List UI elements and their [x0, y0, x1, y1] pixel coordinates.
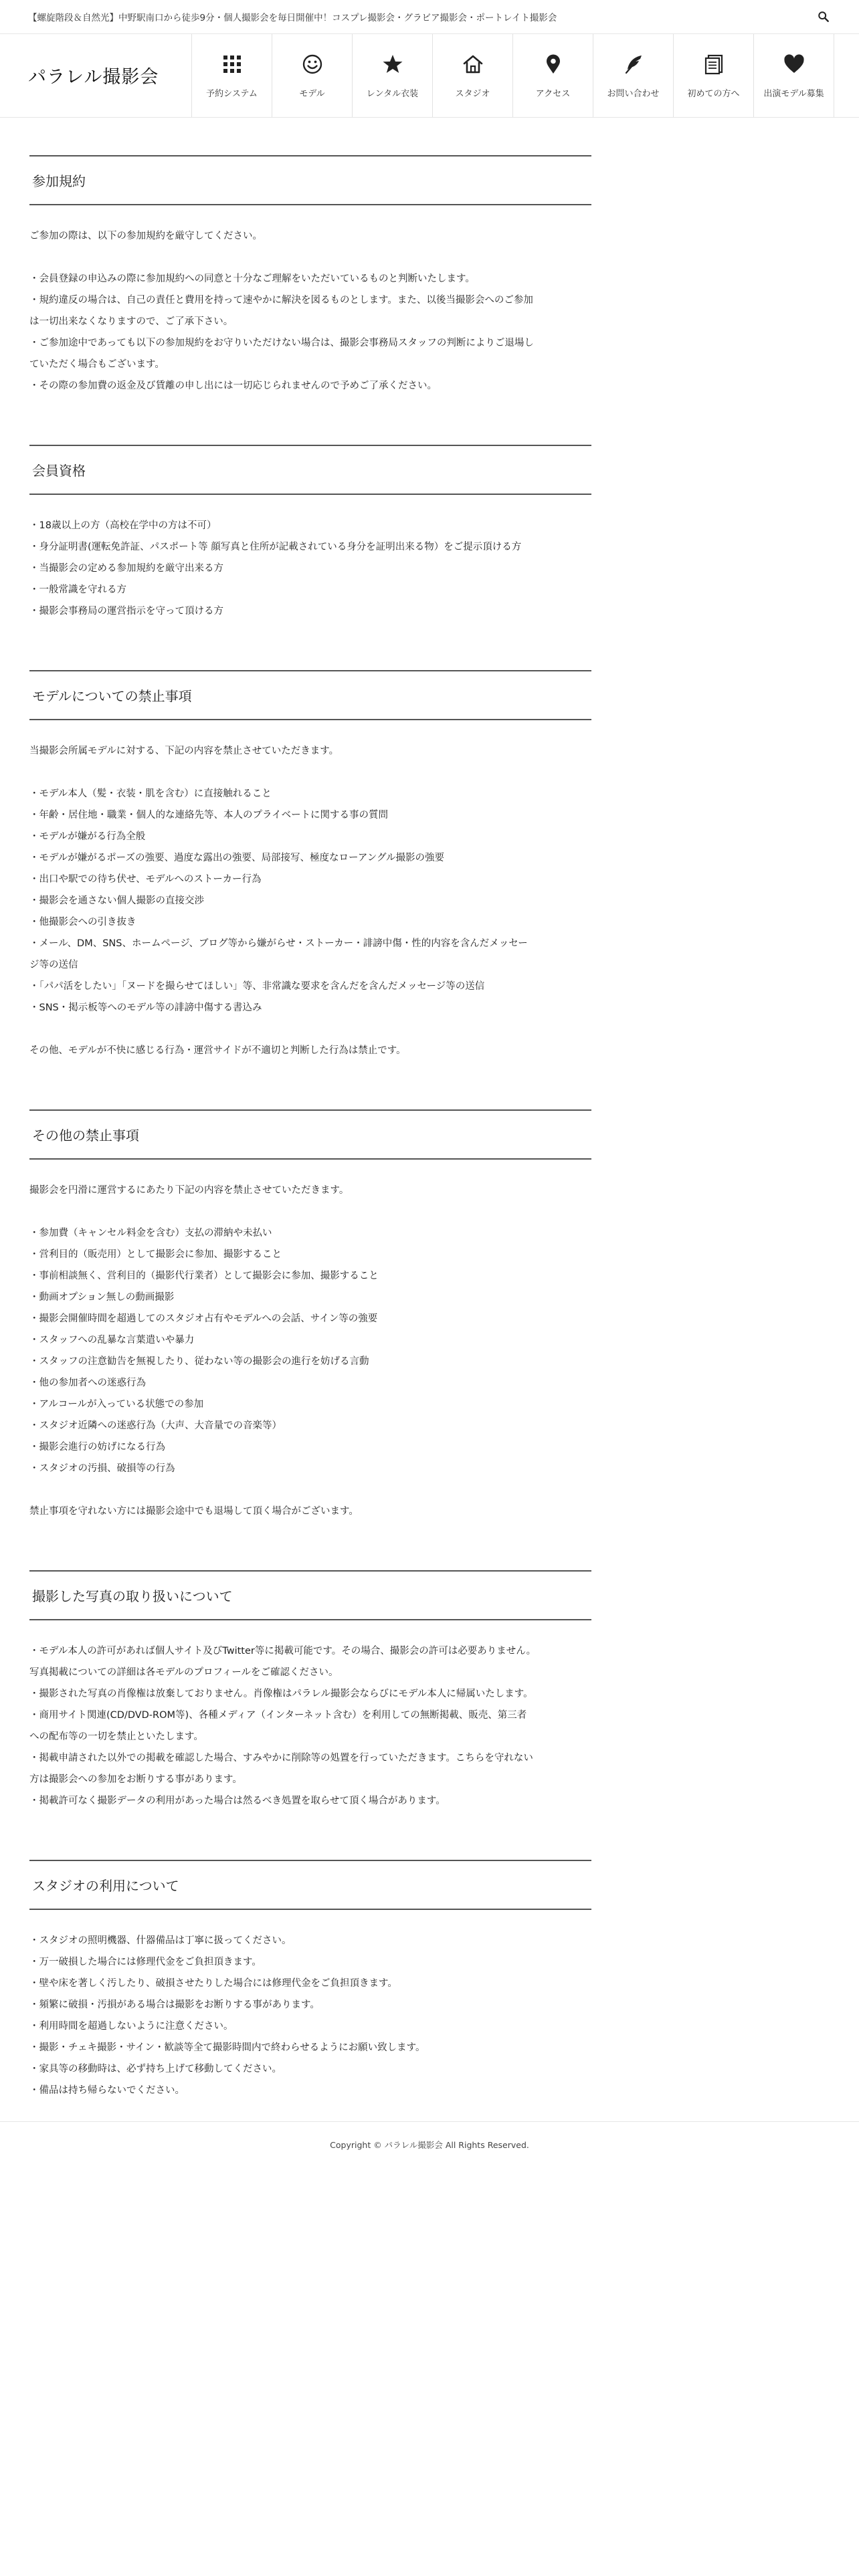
section-header — [29, 1570, 591, 1620]
section-line: ・スタジオ近隣への迷惑行為（大声、大音量での音楽等） — [29, 1420, 282, 1431]
feather-icon — [622, 53, 645, 76]
section-line: ・モデル本人（髪・衣装・肌を含む）に直接触れること — [29, 788, 272, 799]
section-line: ・スタジオの汚損、破損等の行為 — [29, 1463, 175, 1474]
section-body — [29, 1910, 591, 2101]
section-line: ・身分証明書(運転免許証、パスポート等 顔写真と住所が記載されている身分を証明出来る物）をご提示頂ける方 — [29, 542, 522, 552]
section-line: ・備品は持ち帰らないでください。 — [29, 2085, 185, 2096]
blank-line — [29, 1201, 591, 1222]
section-line: ・万一破損した場合には修理代金をご負担頂きます。 — [29, 1957, 262, 1967]
section-line: その他、モデルが不快に感じる行為・運営サイドが不適切と判断した行為は禁止です。 — [29, 1045, 406, 1056]
rules-section — [29, 1109, 591, 1522]
section-line: 写真掲載についての詳細は各モデルのプロフィールをご確認ください。 — [29, 1667, 339, 1678]
site-header — [0, 34, 859, 118]
section-line: ・家具等の移動時は、必ず持ち上げて移動してください。 — [29, 2064, 282, 2074]
section-line: ・「パパ活をしたい」「ヌードを撮らせてほしい」等、非常識な要求を含んだを含んだメッセージ等の送信 — [29, 981, 485, 992]
nav-item-model[interactable] — [272, 34, 352, 117]
copyright: Copyright © パラレル撮影会 All Rights Reserved. — [330, 2140, 529, 2150]
section-line: ・一般常識を守れる方 — [29, 584, 126, 595]
blank-line — [29, 762, 591, 783]
nav-item-reservation[interactable] — [191, 34, 272, 117]
section-line: ・規約違反の場合は、自己の責任と費用を持って速やかに解決を図るものとします。また、以後当撮影会へのご参加 — [29, 295, 533, 306]
section-line: ・事前相談無く、営利目的（撮影代行業者）として撮影会に参加、撮影すること — [29, 1271, 379, 1281]
nav-label: モデル — [299, 89, 325, 99]
section-line: 撮影会を円滑に運営するにあたり下記の内容を禁止させていただきます。 — [29, 1185, 349, 1196]
section-line: ・他撮影会への引き抜き — [29, 917, 136, 928]
site-tagline: 【螺旋階段＆自然光】中野駅南口から徒歩9分・個人撮影会を毎日開催中！コスプレ撮影会・グラビア撮影会・ポートレイト撮影会 — [28, 13, 557, 23]
section-line: ・撮影会開催時間を超過してのスタジオ占有やモデルへの会話、サイン等の強要 — [29, 1313, 378, 1324]
section-line: ・モデルが嫌がるポーズの強要、過度な露出の強要、局部接写、極度なローアングル撮影の強要 — [29, 853, 445, 863]
smiley-icon — [301, 53, 324, 76]
section-line: ・利用時間を超過しないように注意ください。 — [29, 2021, 233, 2032]
document-icon — [702, 53, 725, 76]
section-line: ・撮影・チェキ撮影・サイン・歓談等全て撮影時間内で終わらせるようにお願い致します。 — [29, 2042, 425, 2053]
section-line: ・その際の参加費の返金及び賃離の申し出には一切応じられませんので予めご了承ください。 — [29, 381, 437, 391]
heart-icon — [783, 53, 805, 76]
blank-line — [29, 1479, 591, 1501]
nav-item-model-recruit[interactable] — [753, 34, 834, 117]
section-title: スタジオの利用について — [32, 1878, 179, 1894]
section-line: 方は撮影会への参加をお断りする事があります。 — [29, 1774, 242, 1785]
section-body — [29, 205, 591, 397]
rules-section — [29, 1860, 591, 2101]
section-line: ジ等の送信 — [29, 960, 78, 970]
section-line: 当撮影会所属モデルに対する、下記の内容を禁止させていただきます。 — [29, 746, 339, 756]
rules-section — [29, 1570, 591, 1812]
section-line: ていただく場合もございます。 — [29, 359, 165, 370]
nav-label: 予約システム — [206, 89, 258, 99]
section-body — [29, 495, 591, 622]
blank-line — [29, 247, 591, 268]
section-line: ・掲載許可なく撮影データの利用があった場合は然るべき処置を取らせて頂く場合があります。 — [29, 1796, 446, 1806]
section-body — [29, 1620, 591, 1812]
nav-label: お問い合わせ — [607, 89, 660, 99]
section-line: ・撮影会進行の妨げになる行為 — [29, 1442, 165, 1453]
section-line: ・他の参加者への迷惑行為 — [29, 1378, 146, 1388]
nav-label: 出演モデル募集 — [763, 89, 824, 99]
section-line: ・動画オプション無しの動画撮影 — [29, 1292, 175, 1303]
section-line: ・会員登録の申込みの際に参加規約への同意と十分なご理解をいただいているものと判断いたします。 — [29, 274, 475, 284]
section-header — [29, 670, 591, 720]
nav-label: スタジオ — [455, 89, 490, 99]
section-line: ・壁や床を著しく汚したり、破損させたりした場合には修理代金をご負担頂きます。 — [29, 1978, 397, 1989]
section-line: ・スタッフへの乱暴な言葉遣いや暴力 — [29, 1335, 195, 1346]
section-line: への配布等の一切を禁止といたします。 — [29, 1731, 203, 1742]
footer-divider — [0, 2121, 859, 2122]
main-content — [29, 155, 591, 2101]
section-line: ・スタッフの注意勧告を無視したり、従わない等の撮影会の進行を妨げる言動 — [29, 1356, 369, 1367]
section-line: ・メール、DM、SNS、ホームページ、ブログ等から嫌がらせ・ストーカー・誹謗中傷・性的内容を含んだメッセー — [29, 938, 528, 949]
nav-label: レンタル衣装 — [366, 89, 419, 99]
nav-label: アクセス — [535, 89, 571, 99]
rules-section — [29, 445, 591, 622]
section-line: ・ご参加途中であっても以下の参加規約をお守りいただけない場合は、撮影会事務局スタッフの判断によりご退場し — [29, 338, 534, 348]
section-line: ・掲載申請された以外での掲載を確認した場合、すみやかに削除等の処置を行っていただきます。こちらを守れない — [29, 1753, 533, 1763]
section-line: ・モデル本人の許可があれば個人サイト及びTwitter等に掲載可能です。その場合、撮影会の許可は必要ありません。 — [29, 1646, 537, 1656]
section-line: ・頻繁に破損・汚損がある場合は撮影をお断りする事があります。 — [29, 2000, 320, 2010]
star-icon — [381, 53, 404, 76]
section-body — [29, 1160, 591, 1522]
map-pin-icon — [542, 53, 565, 76]
section-line: ・撮影会を通さない個人撮影の直接交渉 — [29, 895, 204, 906]
blank-line — [29, 1018, 591, 1040]
section-line: ・撮影会事務局の運営指示を守って頂ける方 — [29, 606, 223, 617]
section-title: モデルについての禁止事項 — [32, 688, 192, 704]
rules-section — [29, 155, 591, 397]
section-title: 参加規約 — [32, 173, 86, 189]
grid-icon — [221, 53, 244, 76]
section-header — [29, 1109, 591, 1160]
section-line: ・モデルが嫌がる行為全般 — [29, 831, 146, 842]
section-header — [29, 445, 591, 495]
section-line: ・営利目的（販売用）として撮影会に参加、撮影すること — [29, 1249, 282, 1260]
section-line: ・アルコールが入っている状態での参加 — [29, 1399, 204, 1410]
section-line: ・18歳以上の方（高校在学中の方は不可） — [29, 520, 217, 531]
top-bar — [0, 0, 859, 34]
section-line: ・出口や駅での待ち伏せ、モデルへのストーカー行為 — [29, 874, 262, 885]
nav-item-first-time[interactable] — [673, 34, 753, 117]
section-header — [29, 1860, 591, 1910]
rules-section — [29, 670, 591, 1061]
section-line: ・スタジオの照明機器、什器備品は丁寧に扱ってください。 — [29, 1935, 292, 1946]
section-line: は一切出来なくなりますので、ご了承下さい。 — [29, 316, 233, 327]
section-line: ・当撮影会の定める参加規約を厳守出来る方 — [29, 563, 223, 574]
section-line: ・撮影された写真の肖像権は放棄しておりません。肖像権はパラレル撮影会ならびにモデル本人に帰属いたします。 — [29, 1689, 533, 1699]
section-title: 会員資格 — [32, 463, 86, 479]
section-title: その他の禁止事項 — [32, 1128, 139, 1144]
section-body — [29, 720, 591, 1061]
section-line: ・SNS・掲示板等へのモデル等の誹謗中傷する書込み — [29, 1002, 262, 1013]
section-line: ご参加の際は、以下の参加規約を厳守してください。 — [29, 231, 262, 241]
nav-item-contact[interactable] — [593, 34, 673, 117]
section-title: 撮影した写真の取り扱いについて — [32, 1588, 233, 1604]
home-icon — [462, 53, 484, 76]
global-nav — [191, 34, 834, 117]
section-line: ・商用サイト関連(CD/DVD-ROM等)、各種メディア（インターネット含む）を利用しての無断掲載、販売、第三者 — [29, 1710, 527, 1721]
section-line: 禁止事項を守れない方には撮影会途中でも退場して頂く場合がございます。 — [29, 1506, 359, 1517]
search-icon[interactable] — [818, 11, 830, 23]
site-logo[interactable]: パラレル撮影会 — [28, 67, 159, 88]
nav-label: 初めての方へ — [687, 89, 740, 99]
nav-item-studio[interactable] — [432, 34, 512, 117]
nav-item-rental-costume[interactable] — [352, 34, 432, 117]
nav-item-access[interactable] — [512, 34, 593, 117]
section-line: ・参加費（キャンセル料金を含む）支払の滞納や未払い — [29, 1228, 272, 1239]
section-header — [29, 155, 591, 205]
section-line: ・年齢・居住地・職業・個人的な連絡先等、本人のプライベートに関する事の質問 — [29, 810, 389, 821]
